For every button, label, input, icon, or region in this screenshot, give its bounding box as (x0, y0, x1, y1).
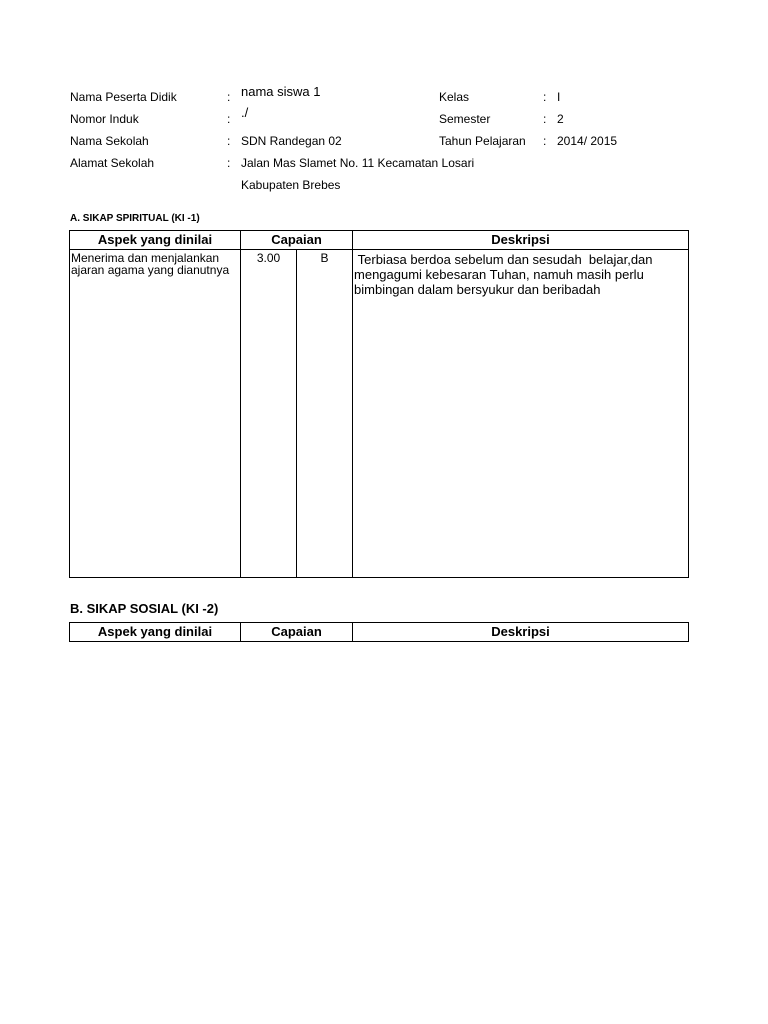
nama-peserta-value: nama siswa 1 (241, 84, 321, 99)
semester-label: Semester (439, 112, 491, 126)
colon: : (227, 90, 231, 104)
nama-peserta-label: Nama Peserta Didik (70, 90, 177, 104)
nomor-induk-label: Nomor Induk (70, 112, 139, 126)
table-header-row (70, 231, 689, 250)
semester-value: 2 (557, 112, 564, 126)
colon: : (227, 112, 231, 126)
colon: : (227, 156, 231, 170)
header-capaian: Capaian (241, 623, 353, 642)
colon: : (227, 134, 231, 148)
colon: : (543, 112, 547, 126)
colon: : (543, 134, 547, 148)
alamat-line-2: Kabupaten Brebes (241, 178, 341, 192)
aspek-cell: Menerima dan menjalankan ajaran agama yang dianutnya (70, 250, 241, 578)
colon: : (543, 90, 547, 104)
section-b-title: B. SIKAP SOSIAL (KI -2) (70, 601, 219, 616)
sikap-spiritual-table (69, 230, 689, 578)
nilai-cell: 3.00 (241, 250, 297, 578)
nomor-induk-value: ./ (241, 105, 249, 120)
sikap-sosial-table (69, 622, 689, 642)
alamat-label: Alamat Sekolah (70, 156, 155, 170)
kelas-value: I (557, 90, 561, 104)
section-a-title: A. SIKAP SPIRITUAL (KI -1) (70, 213, 200, 224)
header-capaian: Capaian (241, 231, 353, 250)
kelas-label: Kelas (439, 90, 470, 104)
deskripsi-cell: Terbiasa berdoa sebelum dan sesudah belajar,dan mengagumi kebesaran Tuhan, namuh masih perlu bimbingan dalam bersyukur dan beribadah (353, 250, 689, 578)
header-deskripsi: Deskripsi (353, 623, 689, 642)
nama-sekolah-value: SDN Randegan 02 (241, 134, 342, 148)
nama-sekolah-label: Nama Sekolah (70, 134, 149, 148)
header-aspek: Aspek yang dinilai (70, 623, 241, 642)
alamat-line-1: Jalan Mas Slamet No. 11 Kecamatan Losari (241, 156, 475, 170)
header-deskripsi: Deskripsi (353, 231, 689, 250)
tahun-label: Tahun Pelajaran (439, 134, 526, 148)
tahun-value: 2014/ 2015 (557, 134, 618, 148)
header-aspek: Aspek yang dinilai (70, 231, 241, 250)
table-header-row (70, 623, 689, 642)
table-row (70, 250, 689, 578)
predikat-cell: B (297, 250, 353, 578)
